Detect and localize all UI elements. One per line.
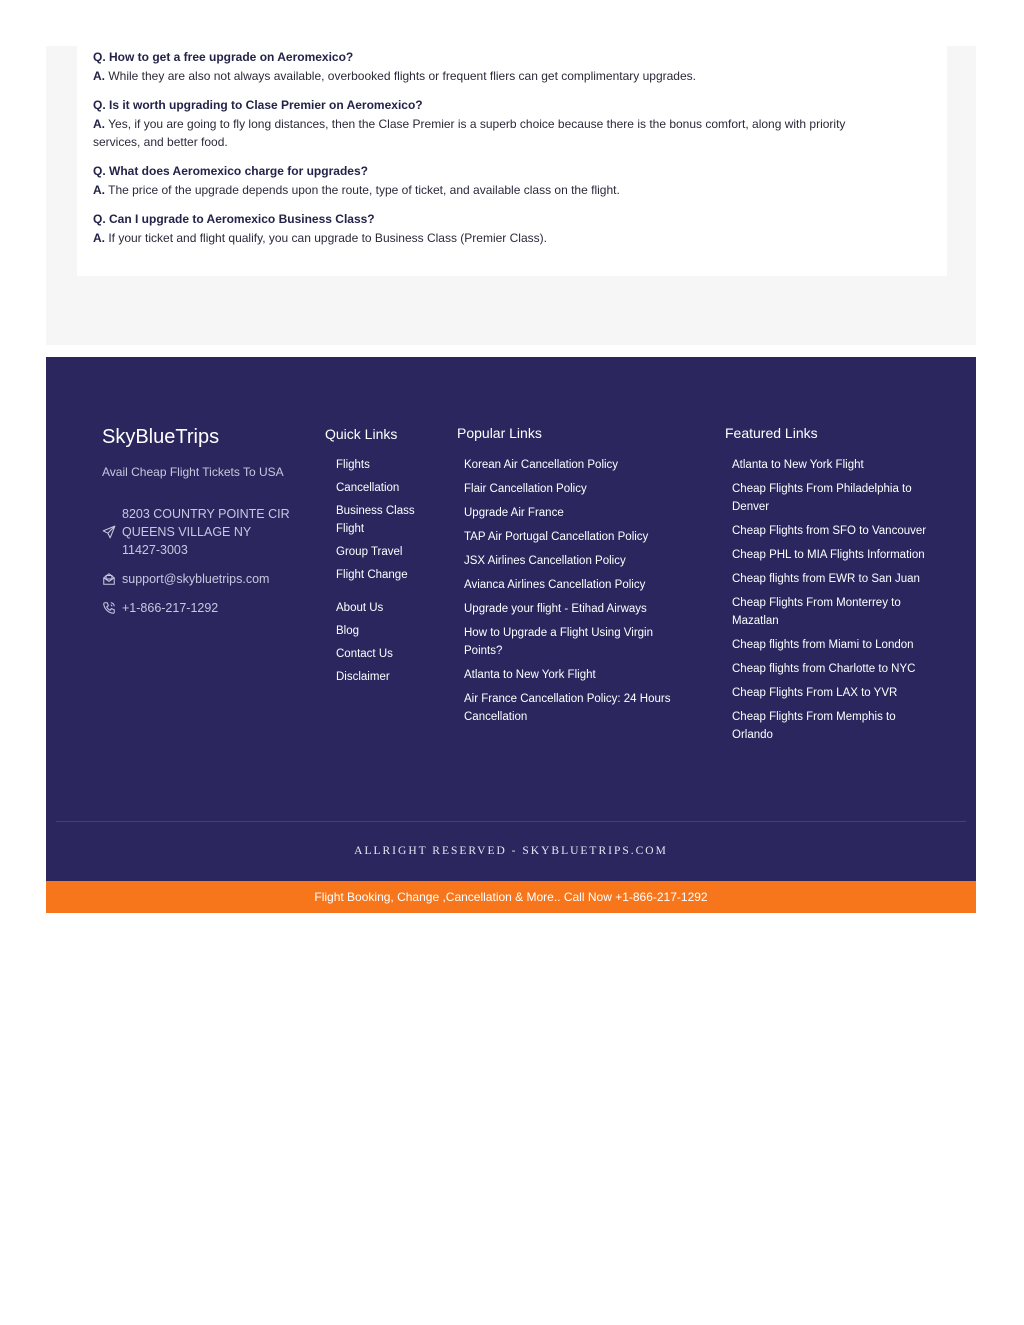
- faq-question: Q. Can I upgrade to Aeromexico Business Class?: [93, 212, 375, 226]
- quick-link-contact-us[interactable]: Contact Us: [336, 648, 393, 660]
- answer-prefix: A.: [93, 117, 105, 131]
- call-now-banner[interactable]: Flight Booking, Change ,Cancellation & More.. Call Now +1-866-217-1292: [46, 881, 976, 913]
- faq-answer: [93, 229, 883, 247]
- faq-answer: [93, 115, 883, 151]
- faq-item: [93, 163, 883, 199]
- popular-link[interactable]: Korean Air Cancellation Policy: [464, 459, 619, 471]
- answer-text: While they are also not always available, overbooked flights or frequent fliers can get complimentary upgrades.: [105, 69, 696, 83]
- quick-link-blog[interactable]: Blog: [336, 625, 360, 637]
- popular-links-list: [464, 456, 684, 732]
- featured-link[interactable]: Cheap Flights From Philadelphia to Denver: [732, 483, 912, 513]
- quick-link-flight-change[interactable]: Flight Change: [336, 569, 408, 581]
- faq-answer: [93, 67, 883, 85]
- faq-answer: [93, 181, 883, 199]
- quick-link-group-travel[interactable]: Group Travel: [336, 546, 403, 558]
- faq-item: [93, 97, 883, 151]
- popular-link[interactable]: Air France Cancellation Policy: 24 Hours Cancellation: [464, 693, 671, 723]
- faq-item: [93, 211, 883, 247]
- footer-phone[interactable]: [102, 599, 218, 617]
- answer-text: If your ticket and flight qualify, you can upgrade to Business Class (Premier Class).: [105, 231, 547, 245]
- quick-link-disclaimer[interactable]: Disclaimer: [336, 671, 390, 683]
- quick-links-company-list: [336, 599, 436, 691]
- copyright-text: ALLRIGHT RESERVED - SKYBLUETRIPS.COM: [354, 845, 668, 857]
- popular-link[interactable]: Avianca Airlines Cancellation Policy: [464, 579, 646, 591]
- email-text[interactable]: support@skybluetrips.com: [122, 572, 270, 586]
- quick-link-about-us[interactable]: About Us: [336, 602, 384, 614]
- phone-text[interactable]: +1-866-217-1292: [122, 601, 219, 615]
- faq-item: [93, 49, 883, 85]
- footer-email[interactable]: [102, 570, 269, 588]
- featured-links-title: Featured Links: [725, 425, 818, 441]
- site-footer: [46, 357, 976, 881]
- answer-prefix: A.: [93, 69, 105, 83]
- featured-link[interactable]: Cheap Flights From LAX to YVR: [732, 687, 898, 699]
- popular-links-title: Popular Links: [457, 425, 542, 441]
- featured-link[interactable]: Cheap flights from Miami to London: [732, 639, 914, 651]
- featured-links-list: [732, 456, 927, 750]
- faq-question: Q. How to get a free upgrade on Aeromexico?: [93, 50, 354, 64]
- answer-text: The price of the upgrade depends upon the route, type of ticket, and available class on the flight.: [105, 183, 620, 197]
- featured-link[interactable]: Atlanta to New York Flight: [732, 459, 864, 471]
- featured-link[interactable]: Cheap PHL to MIA Flights Information: [732, 549, 925, 561]
- popular-link[interactable]: Upgrade your flight - Etihad Airways: [464, 603, 647, 615]
- footer-tagline: Avail Cheap Flight Tickets To USA: [102, 465, 284, 479]
- footer-address: [102, 505, 302, 559]
- faq-list: [93, 49, 883, 259]
- popular-link[interactable]: Flair Cancellation Policy: [464, 483, 587, 495]
- faq-question: Q. Is it worth upgrading to Clase Premier on Aeromexico?: [93, 98, 423, 112]
- email-icon: [102, 572, 116, 586]
- popular-link[interactable]: TAP Air Portugal Cancellation Policy: [464, 531, 649, 543]
- address-text: 8203 COUNTRY POINTE CIR QUEENS VILLAGE NY 11427-3003: [122, 507, 290, 557]
- featured-link[interactable]: Cheap Flights from SFO to Vancouver: [732, 525, 927, 537]
- featured-link[interactable]: Cheap Flights From Memphis to Orlando: [732, 711, 896, 741]
- quick-link-business-class[interactable]: Business Class Flight: [336, 505, 415, 535]
- faq-question: Q. What does Aeromexico charge for upgrades?: [93, 164, 368, 178]
- quick-links-list: [336, 456, 436, 589]
- phone-icon: [102, 601, 116, 615]
- answer-text: Yes, if you are going to fly long distances, then the Clase Premier is a superb choice because there is the bonus comfort, along with priority services, and better food.: [93, 117, 846, 149]
- popular-link[interactable]: How to Upgrade a Flight Using Virgin Points?: [464, 627, 653, 657]
- quick-link-cancellation[interactable]: Cancellation: [336, 482, 400, 494]
- featured-link[interactable]: Cheap flights from Charlotte to NYC: [732, 663, 916, 675]
- featured-link[interactable]: Cheap flights from EWR to San Juan: [732, 573, 920, 585]
- answer-prefix: A.: [93, 183, 105, 197]
- footer-brand[interactable]: SkyBlueTrips: [102, 426, 220, 448]
- answer-prefix: A.: [93, 231, 105, 245]
- popular-link[interactable]: JSX Airlines Cancellation Policy: [464, 555, 626, 567]
- quick-link-flights[interactable]: Flights: [336, 459, 370, 471]
- featured-link[interactable]: Cheap Flights From Monterrey to Mazatlan: [732, 597, 901, 627]
- quick-links-title: Quick Links: [325, 426, 398, 442]
- send-arrow-icon: [102, 525, 116, 539]
- footer-divider: [56, 821, 966, 822]
- popular-link[interactable]: Atlanta to New York Flight: [464, 669, 596, 681]
- popular-link[interactable]: Upgrade Air France: [464, 507, 564, 519]
